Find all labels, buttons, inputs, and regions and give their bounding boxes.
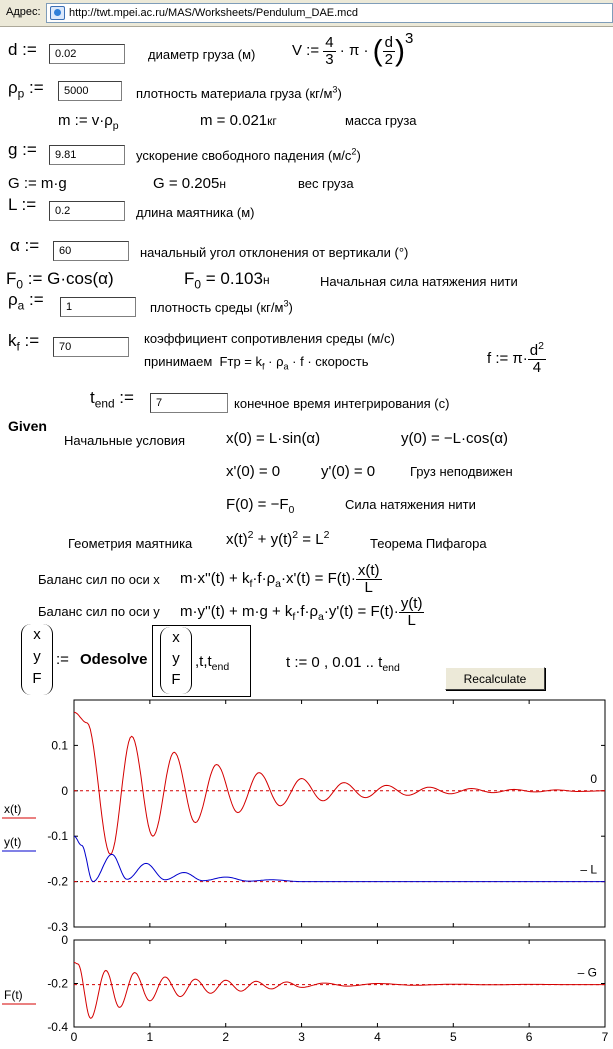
eq-dy0: y'(0) = 0 (321, 463, 376, 480)
eq-y0: y(0) = −L·cos(α) (401, 430, 509, 447)
rho-p-desc-text: плотность материала груза (кг/м (136, 86, 333, 101)
assume-text: принимаем (144, 354, 213, 369)
address-url: http://twt.mpei.ac.ru/MAS/Worksheets/Pendulum_DAE.mcd (69, 7, 358, 19)
charts-area (0, 695, 613, 1049)
x-tick-label: 4 (374, 1030, 381, 1044)
plot-frame (74, 940, 605, 1027)
t-range: t := 0 , 0.01 .. $t_{end}$ (286, 654, 400, 674)
assign-operator: := (56, 651, 69, 668)
odesolve-keyword: Odesolve (80, 651, 148, 668)
kf-input[interactable]: 70 (53, 337, 129, 357)
m-result (200, 113, 277, 128)
odesolve-params: $,t,t_{end}$ (195, 653, 230, 673)
volume-formula: V := $\frac{4}{3}$ · π · ( $\frac{d}{2}$ )$^3$ (292, 30, 414, 68)
f-formula: f := π· $\frac{d^2}{4}$ (487, 340, 544, 376)
y-tick-label: -0.2 (47, 976, 68, 991)
y-tick-label: 0 (61, 783, 68, 798)
d-desc: диаметр груза (м) (148, 47, 256, 62)
def-g: g := (8, 140, 37, 159)
plot-frame (74, 700, 605, 927)
ie-page-icon (50, 6, 65, 20)
eq-balance-y: $m\cdot y''(t) + m\cdot g + k_f\cdot f\cdot\rho_a\cdot y'(t) = F(t)\cdot$ $\frac{y(t)}{L}$ (180, 595, 423, 629)
reference-label: – G (577, 965, 597, 980)
x-tick-label: 0 (70, 1030, 78, 1044)
x-tick-label: 2 (222, 1030, 230, 1044)
y-tick-label: -0.4 (47, 1020, 68, 1034)
rho-p-desc-end: ) (337, 86, 342, 101)
def-rho-p: $\rho_p$ := (8, 78, 44, 101)
def-d: d := (8, 40, 37, 59)
F0-formula: $F_0$ := G·cos(α) (6, 269, 114, 292)
G-formula: G := m·g (8, 175, 67, 192)
y-tick-label: -0.3 (47, 920, 68, 934)
mathcad-worksheet (0, 27, 613, 1049)
def-L: L := (8, 195, 37, 214)
solution-vector: x y F (21, 624, 53, 695)
m-result-unit: кг (267, 114, 277, 128)
speed-text: скорость (315, 354, 369, 369)
x-tick-label: 1 (146, 1030, 154, 1044)
L-desc: длина маятника (м) (136, 205, 255, 220)
at-rest-label: Груз неподвижен (410, 464, 513, 479)
eq-geometry: $x(t)^2 + y(t)^2 = L^2$ (226, 529, 330, 548)
d-input[interactable]: 0.02 (49, 44, 125, 64)
balance-y-label: Баланс сил по оси y (38, 604, 160, 619)
eq-F0: $F(0) = -F_0$ (226, 496, 295, 516)
pythagoras-label: Теорема Пифагора (370, 536, 487, 551)
g-input[interactable]: 9.81 (49, 145, 125, 165)
x-tick-label: 5 (449, 1030, 457, 1044)
g-desc-text: ускорение свободного падения (м/с (136, 148, 352, 163)
g-desc (136, 146, 361, 163)
y-tick-label: 0 (61, 933, 68, 947)
chart-x-y (2, 700, 605, 934)
G-result-unit: н (219, 177, 226, 191)
init-cond-label: Начальные условия (64, 433, 186, 448)
G-result-value: G = 0.205 (153, 175, 220, 192)
m-formula: m := $v\cdot\rho_p$ (58, 112, 119, 132)
y-axis-label: F(t) (4, 988, 23, 1002)
y-tick-label: -0.2 (47, 874, 68, 889)
y-axis-label: x(t) (4, 802, 22, 816)
alpha-input[interactable]: 60 (53, 241, 129, 261)
rho-p-desc-sup: 3 (332, 84, 338, 95)
ftr-text: Fтр (219, 354, 241, 369)
m-result-value: m = 0.021 (200, 112, 268, 129)
rho-a-desc-sup: 3 (283, 298, 289, 309)
eq-x0: x(0) = L·sin(α) (226, 430, 321, 447)
def-kf: $k_f$ := (8, 331, 40, 354)
balance-x-label: Баланс сил по оси x (38, 572, 160, 587)
y-tick-label: 0.1 (51, 738, 68, 753)
address-bar (0, 0, 613, 27)
eq-balance-x: $m\cdot x''(t) + k_f\cdot f\cdot\rho_a\cdot x'(t) = F(t)\cdot$ $\frac{x(t)}{L}$ (180, 562, 380, 596)
F0-result-unit: н (262, 273, 270, 287)
rho-a-desc-end: ) (288, 300, 293, 315)
G-result (153, 176, 226, 191)
L-input[interactable]: 0.2 (49, 201, 125, 221)
rho-p-input[interactable]: 5000 (58, 81, 122, 101)
given-keyword: Given (8, 418, 47, 434)
tension-label: Сила натяжения нити (345, 497, 476, 512)
rho-a-desc (150, 298, 293, 315)
rho-a-desc-text: плотность среды (кг/м (150, 300, 284, 315)
G-desc: вес груза (298, 176, 354, 191)
y-axis-label: y(t) (4, 835, 22, 849)
F0-result-value: = 0.103 (205, 269, 263, 288)
F0-desc: Начальная сила натяжения нити (320, 274, 518, 289)
tend-input[interactable]: 7 (150, 393, 228, 413)
def-alpha: α := (10, 236, 40, 255)
x-tick-label: 7 (601, 1030, 609, 1044)
alpha-desc: начальный угол отклонения от вертикали (°) (140, 245, 409, 260)
friction-formula: принимаем Fтр = $k_f \cdot \rho_a \cdot f$ · скорость (144, 354, 369, 372)
address-input[interactable] (46, 3, 613, 23)
chart-F (2, 933, 609, 1044)
reference-label: 0 (590, 771, 597, 786)
tend-desc: конечное время интегрирования (с) (234, 396, 450, 411)
g-desc-sup: 2 (351, 146, 357, 157)
g-desc-end: ) (356, 148, 361, 163)
F0-result: $F_0 = 0.103н$ (184, 269, 270, 292)
odesolve-vector: x y F (160, 627, 192, 694)
eq-dx0: x'(0) = 0 (226, 463, 281, 480)
m-desc: масса груза (345, 113, 417, 128)
t-range-text: t := 0 , 0.01 .. (286, 654, 374, 671)
address-label: Адрес: (6, 6, 41, 18)
def-rho-a: $\rho_a$ := (8, 290, 44, 313)
recalculate-button[interactable]: Recalculate (445, 667, 545, 690)
geometry-label: Геометрия маятника (68, 536, 193, 551)
kf-desc: коэффициент сопротивления среды (м/с) (144, 331, 395, 346)
x-tick-label: 3 (298, 1030, 305, 1044)
def-tend: $t_{end}$ := (90, 388, 134, 411)
x-tick-label: 6 (525, 1030, 533, 1044)
rho-p-desc (136, 84, 342, 101)
reference-label: – L (580, 862, 597, 877)
rho-a-input[interactable]: 1 (60, 297, 136, 317)
y-tick-label: -0.1 (47, 829, 68, 844)
